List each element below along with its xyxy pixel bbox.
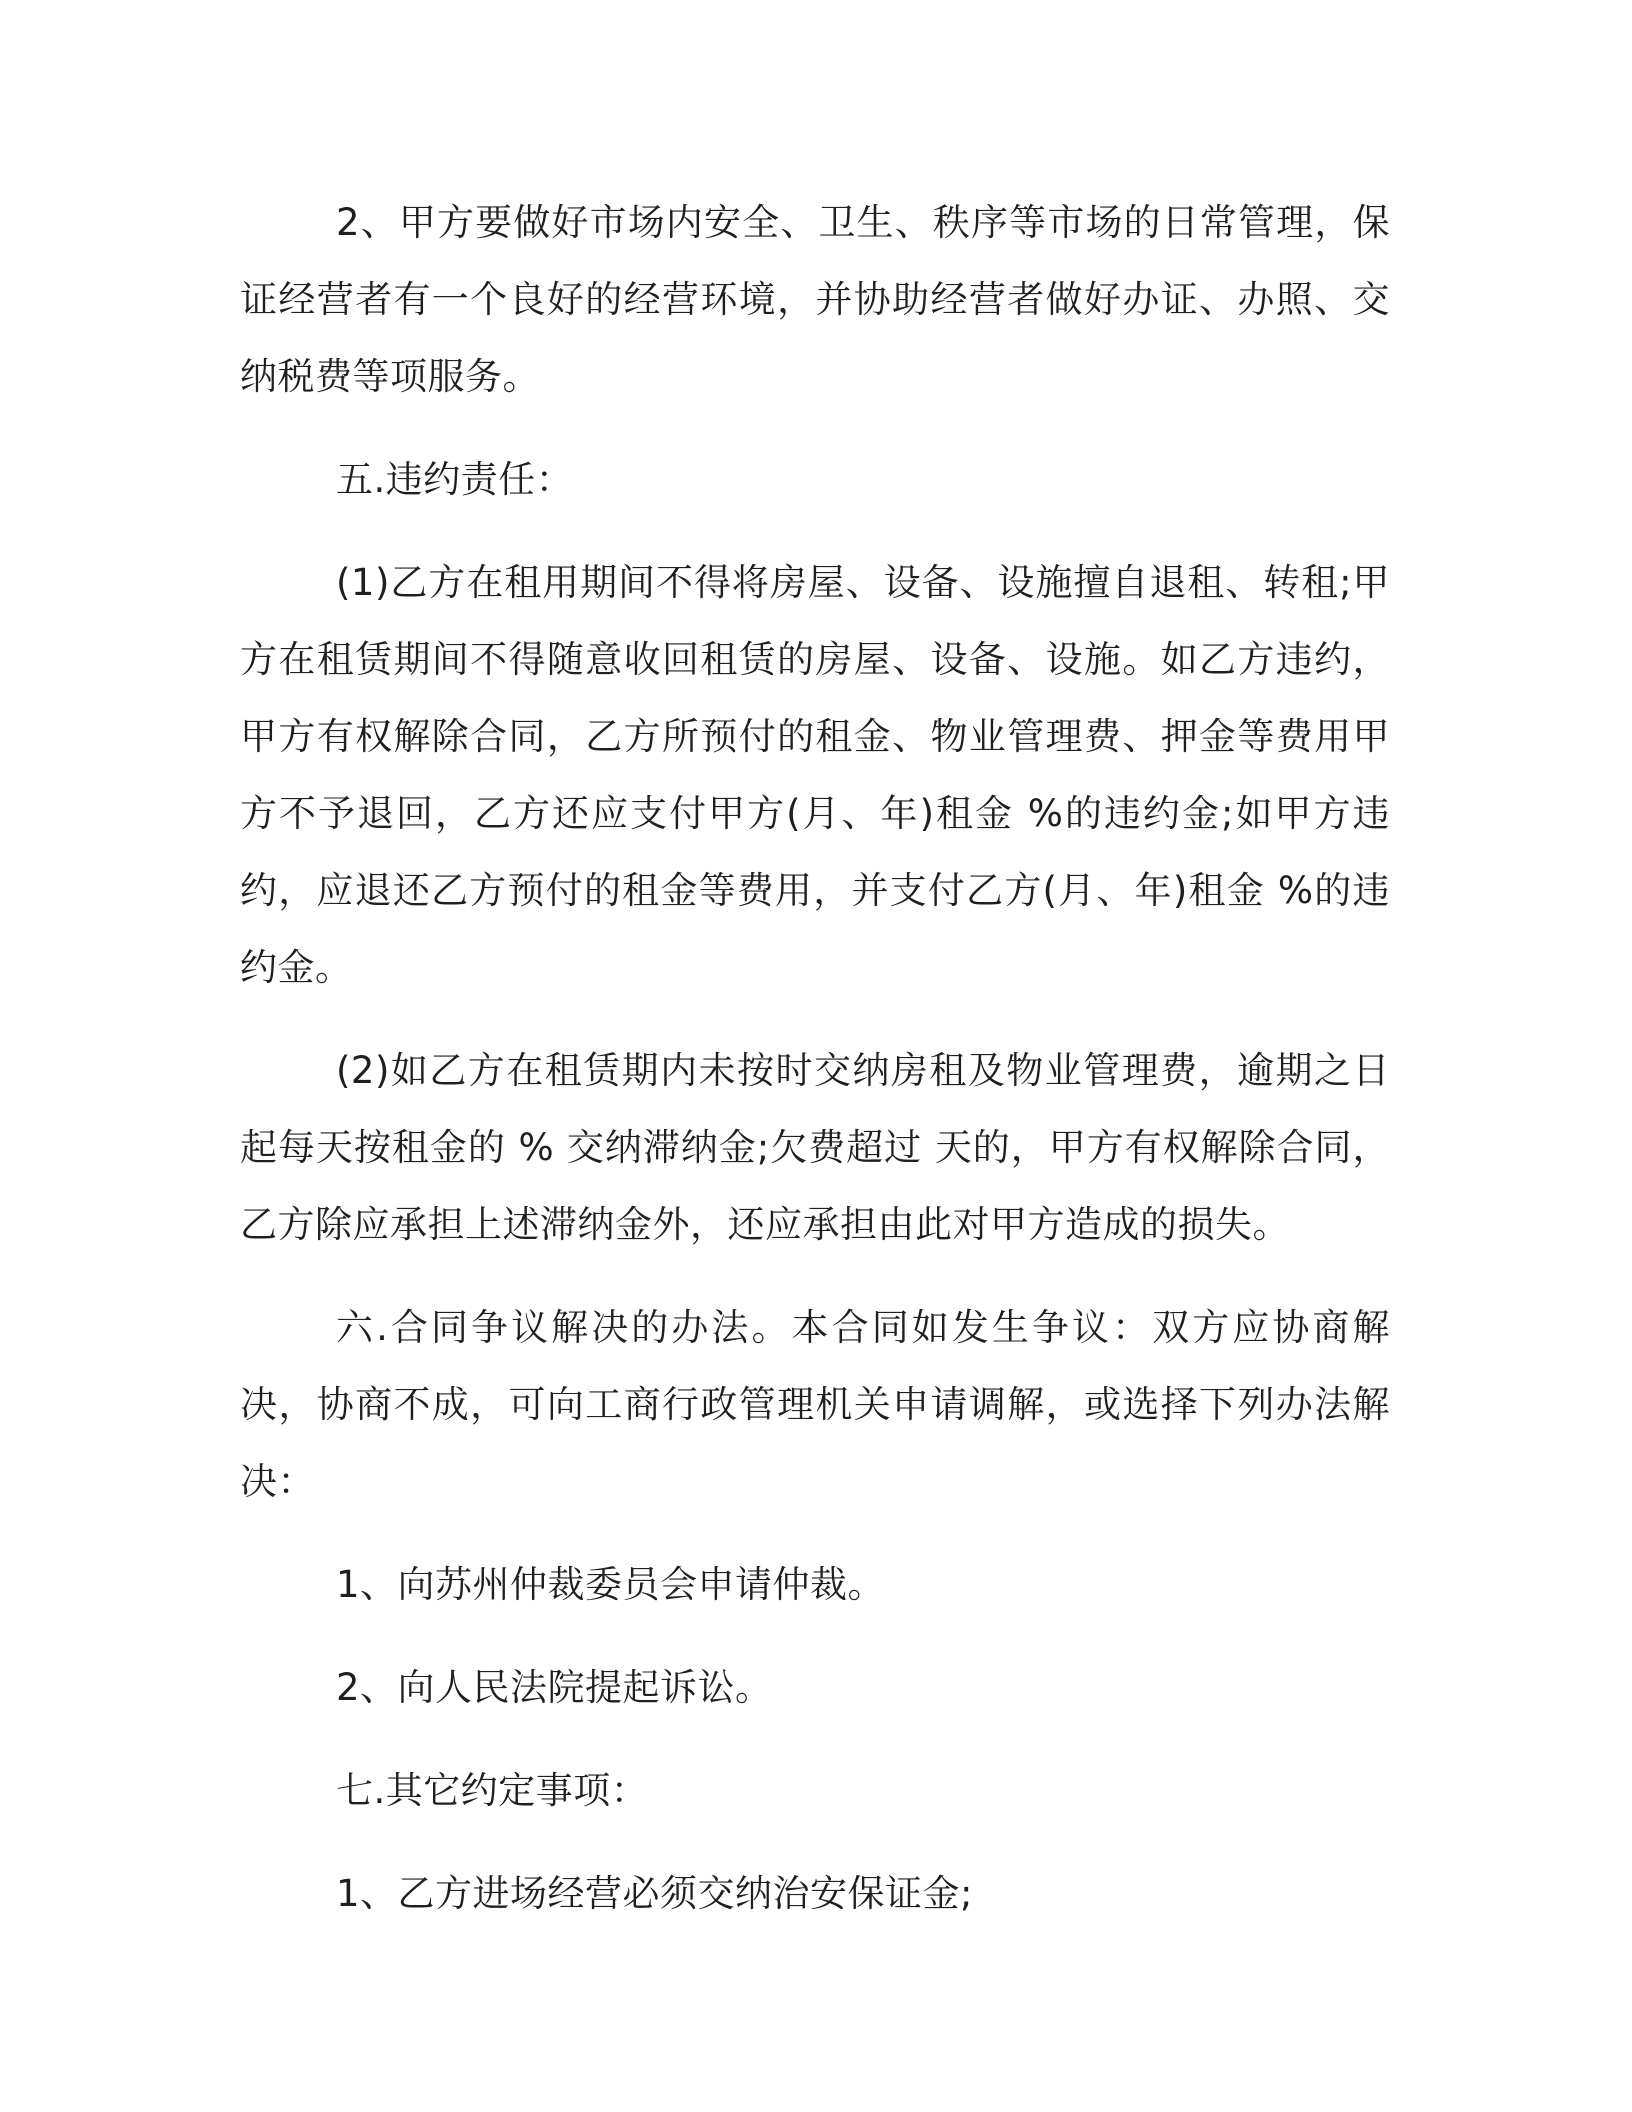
- clause-5-1-breach: (1)乙方在租用期间不得将房屋、设备、设施擅自退租、转租;甲方在租赁期间不得随意收回租赁的房屋、设备、设施。如乙方违约，甲方有权解除合同，乙方所预付的租金、物业管理费、押金等费用甲方不予退回，乙方还应支付甲方(月、年)租金 %的违约金;如甲方违约，应退还乙方预付的租金等费用，并支付乙方(月、年)租金 %的违约金。: [240, 561, 1390, 989]
- section-5-heading: 五.违约责任：: [336, 458, 574, 501]
- clause-5-2-late-payment: (2)如乙方在租赁期内未按时交纳房租及物业管理费，逾期之日起每天按租金的 % 交纳滞纳金;欠费超过 天的，甲方有权解除合同，乙方除应承担上述滞纳金外，还应承担由此对甲方造成的损失。: [240, 1049, 1390, 1246]
- section-7-heading: 七.其它约定事项：: [336, 1769, 649, 1812]
- clause-6-2-litigation: 2、向人民法院提起诉讼。: [336, 1666, 773, 1709]
- clause-7-1-security-deposit: 1、乙方进场经营必须交纳治安保证金;: [336, 1872, 974, 1915]
- clause-2-market-management: 2、甲方要做好市场内安全、卫生、秩序等市场的日常管理，保证经营者有一个良好的经营环境，并协助经营者做好办证、办照、交纳税费等项服务。: [240, 201, 1390, 398]
- clause-6-1-arbitration: 1、向苏州仲裁委员会申请仲裁。: [336, 1563, 886, 1606]
- document-body: [240, 184, 1390, 1958]
- section-6-dispute-resolution: 六.合同争议解决的办法。本合同如发生争议：双方应协商解决，协商不成，可向工商行政管理机关申请调解，或选择下列办法解决：: [240, 1306, 1390, 1503]
